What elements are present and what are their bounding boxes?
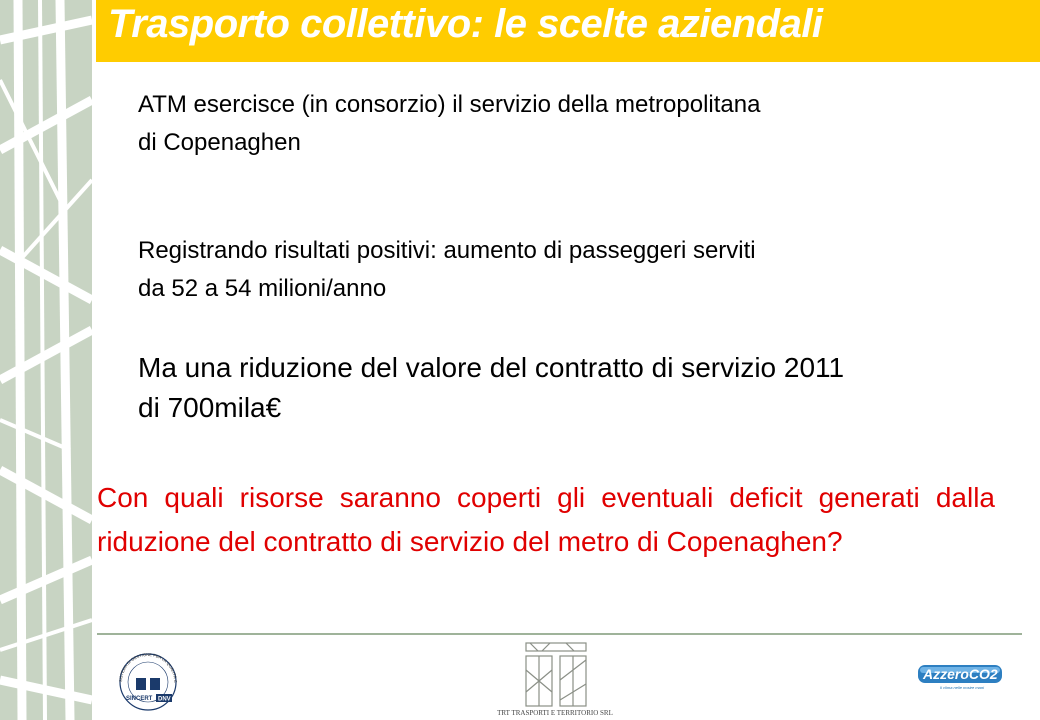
trt-caption: TRT TRASPORTI E TERRITORIO SRL bbox=[497, 709, 613, 717]
footer-divider bbox=[97, 633, 1022, 635]
paragraph-metro-operation bbox=[138, 86, 760, 162]
certification-logo bbox=[112, 648, 184, 712]
question-text: Con quali risorse saranno coperti gli eventuali deficit generati dalla riduzione del contratto di servizio del metro di Copenaghen? bbox=[97, 482, 995, 557]
azzero-word: AzzeroCO2 bbox=[923, 666, 998, 682]
side-decorative-pattern bbox=[0, 0, 92, 720]
svg-text:SISTEMA DI GESTIONE PER LA QUA bbox=[112, 648, 178, 683]
cert-ring-text: SISTEMA DI GESTIONE PER LA QUALITÀ C bbox=[117, 651, 179, 683]
paragraph-line: da 52 a 54 milioni/anno bbox=[138, 275, 387, 302]
paragraph-line: Registrando risultati positivi: aumento di passeggeri serviti bbox=[138, 237, 756, 264]
paragraph-line: Ma una riduzione del valore del contratto di servizio 2011 bbox=[138, 352, 845, 383]
paragraph-line: ATM esercisce (in consorzio) il servizio della metropolitana bbox=[138, 91, 761, 118]
paragraph-positive-results bbox=[138, 232, 756, 308]
paragraph-line: di 700mila€ bbox=[138, 392, 282, 423]
paragraph-line: di Copenaghen bbox=[138, 129, 301, 156]
trt-logo bbox=[480, 640, 630, 720]
paragraph-contract-reduction bbox=[138, 348, 844, 428]
azzeroco2-logo bbox=[916, 662, 1004, 692]
cert-brand-sincert: SINCERT bbox=[126, 696, 153, 702]
slide-title: Trasporto collettivo: le scelte aziendali bbox=[108, 2, 823, 46]
azzero-tagline: Il clima nelle nostre mani bbox=[940, 685, 985, 690]
cert-brand-dnv: DNV bbox=[158, 696, 171, 703]
